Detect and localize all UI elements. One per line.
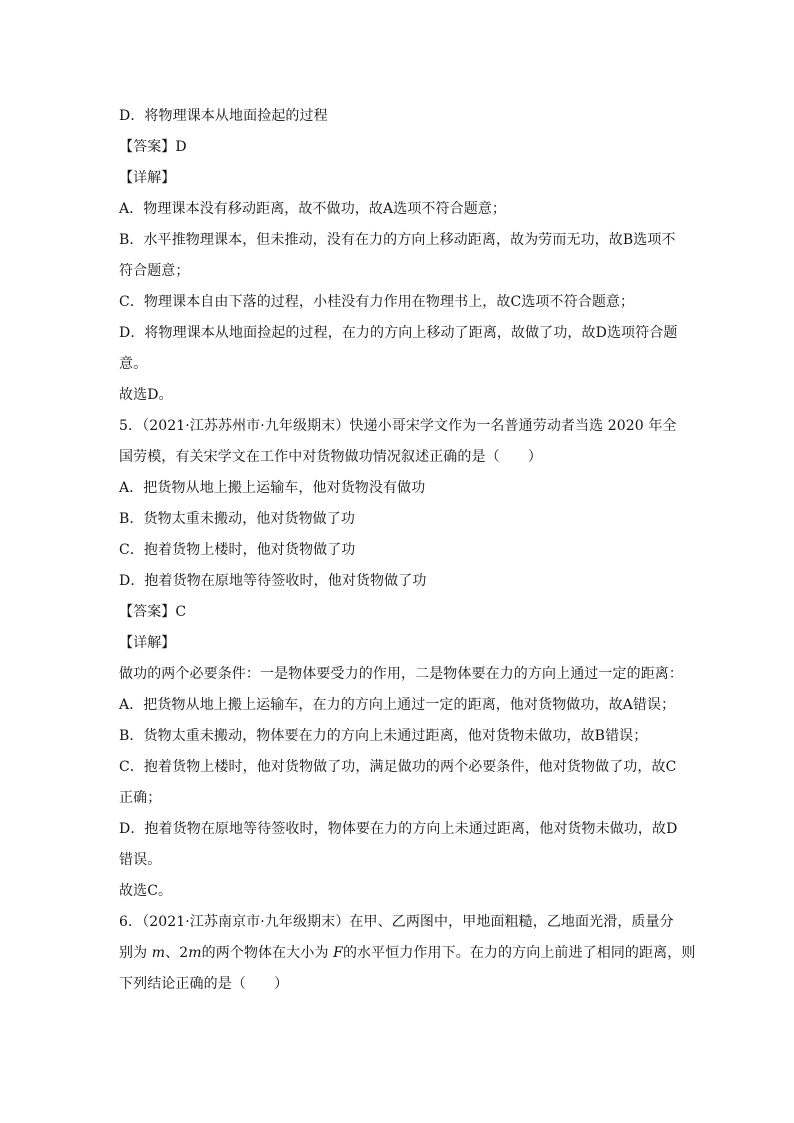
conclusion-line: 故选D。 [119, 387, 173, 403]
question-5-option-c: C．抱着货物上楼时，他对货物做了功 [119, 542, 356, 558]
explanation-line: A．把货物从地上搬上运输车，在力的方向上通过一定的距离，他对货物做功，故A错误； [119, 697, 676, 713]
math-variable-f: F [333, 945, 343, 961]
question-5-option-a: A．把货物从地上搬上运输车，他对货物没有做功 [119, 480, 426, 496]
explanation-line: 做功的两个必要条件：一是物体要受力的作用，二是物体要在力的方向上通过一定的距离： [119, 666, 683, 682]
text-span: 的水平恒力作用下。在力的方向上前进了相同的距离，则 [342, 945, 696, 961]
explanation-label: 【详解】 [119, 635, 176, 651]
explanation-line: 错误。 [119, 852, 162, 868]
document-content [119, 101, 696, 1000]
conclusion-line: 故选C。 [119, 883, 173, 899]
question-5-stem: 国劳模，有关宋学文在工作中对货物做功情况叙述正确的是（ ） [119, 449, 542, 465]
text-span: 别为 [119, 945, 152, 961]
explanation-line: D．抱着货物在原地等待签收时，物体要在力的方向上未通过距离，他对货物未做功，故D [119, 821, 678, 837]
explanation-line: 符合题意； [119, 263, 190, 279]
explanation-line: A．物理课本没有移动距离，故不做功，故A选项不符合题意； [119, 201, 507, 217]
explanation-line: 意。 [119, 356, 148, 372]
explanation-line: D．将物理课本从地面捡起的过程，在力的方向上移动了距离，故做了功，故D选项符合题 [119, 325, 678, 341]
math-variable-m: m [188, 945, 202, 961]
explanation-line: C．物理课本自由下落的过程，小桂没有力作用在物理书上，故C选项不符合题意； [119, 294, 635, 310]
text-span: 的两个物体在大小为 [201, 945, 334, 961]
question-5-option-d: D．抱着货物在原地等待签收时，他对货物做了功 [119, 573, 427, 589]
answer-label: 【答案】D [119, 139, 187, 155]
math-variable-m: m [151, 945, 166, 961]
question-6-stem-with-math [119, 938, 696, 969]
question-5-stem: 5．（2021·江苏苏州市·九年级期末）快递小哥宋学文作为一名普通劳动者当选 2020 年全 [119, 418, 677, 434]
explanation-line: B．水平推物理课本，但未推动，没有在力的方向上移动距离，故为劳而无功，故B选项不 [119, 232, 676, 248]
option-d-line: D．将物理课本从地面捡起的过程 [119, 108, 328, 124]
explanation-line: C．抱着货物上楼时，他对货物做了功，满足做功的两个必要条件，他对货物做了功，故C [119, 759, 677, 775]
answer-label: 【答案】C [119, 604, 187, 620]
explanation-label: 【详解】 [119, 170, 176, 186]
explanation-line: 正确； [119, 790, 162, 806]
question-6-stem: 下列结论正确的是（ ） [119, 976, 289, 992]
explanation-line: B．货物太重未搬动，物体要在力的方向上未通过距离，他对货物未做功，故B错误； [119, 728, 648, 744]
question-5-option-b: B．货物太重未搬动，他对货物做了功 [119, 511, 355, 527]
text-span: 、2 [165, 945, 189, 961]
question-6-stem: 6．（2021·江苏南京市·九年级期末）在甲、乙两图中，甲地面粗糙，乙地面光滑，质量分 [119, 914, 674, 930]
